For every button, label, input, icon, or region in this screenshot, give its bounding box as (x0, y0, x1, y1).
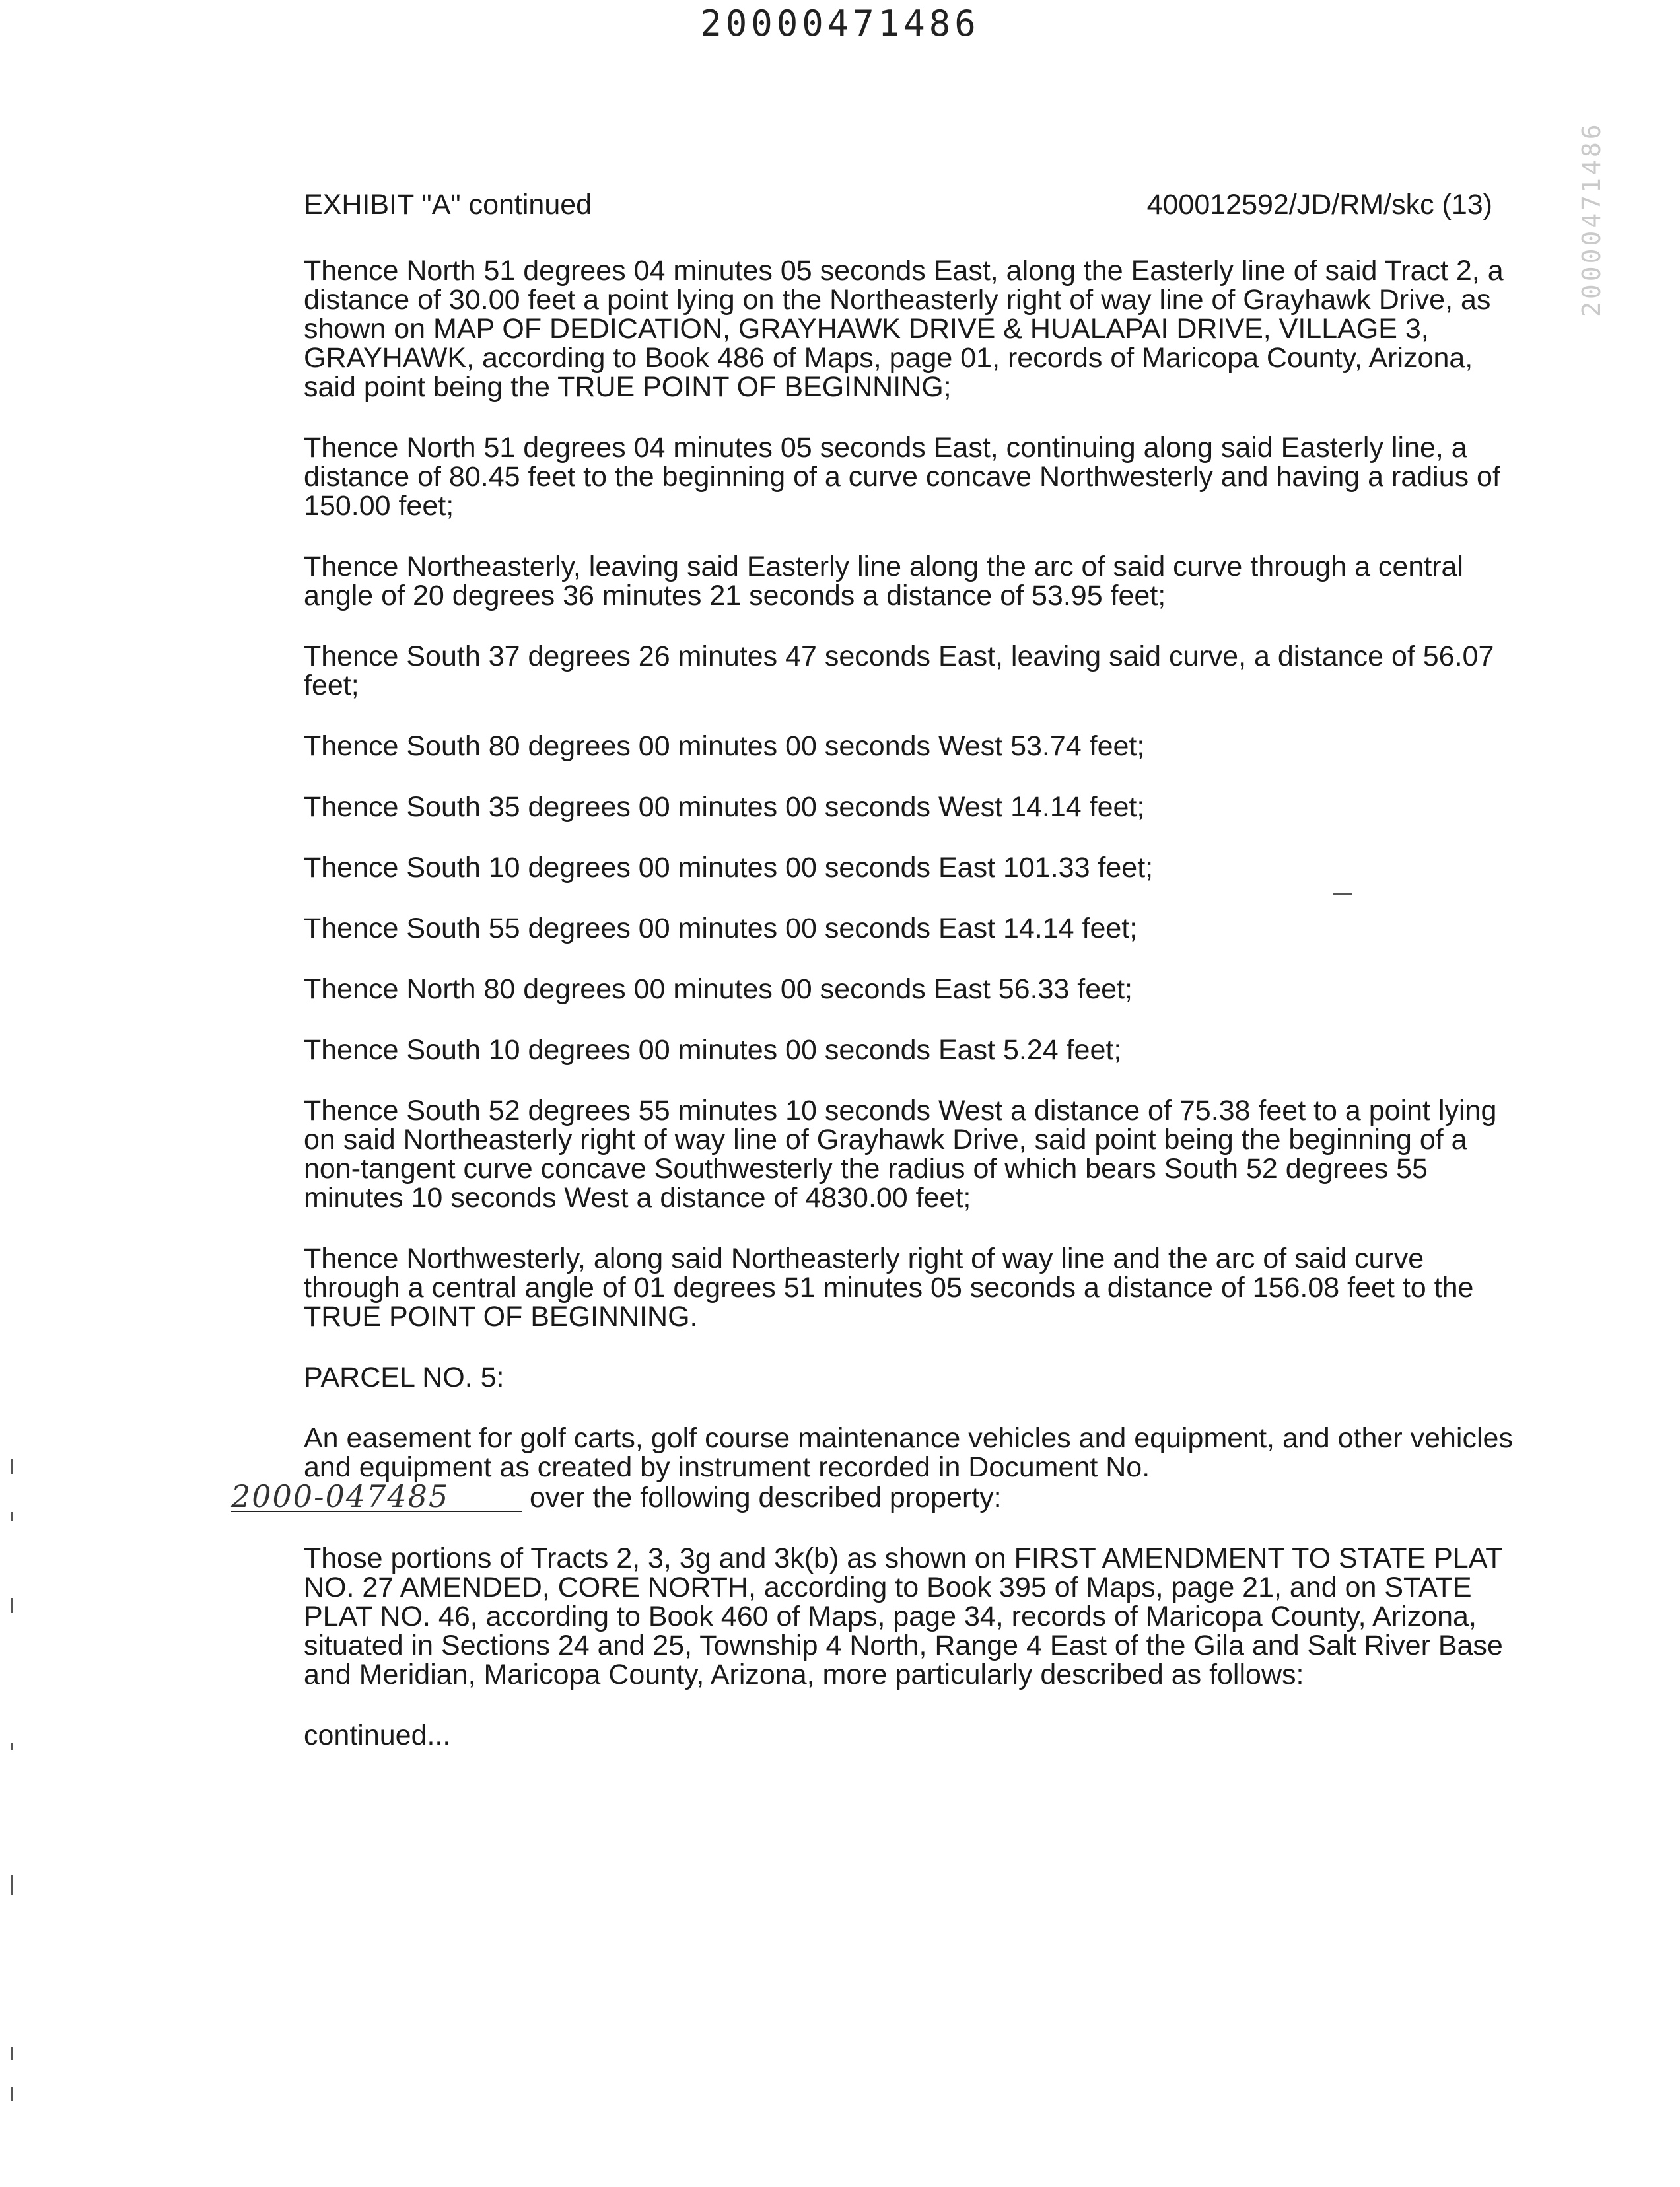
continued-footer: continued... (304, 1719, 451, 1751)
handwritten-document-number: 2000-047485 (231, 1482, 522, 1512)
scan-speck (11, 2047, 13, 2060)
scan-speck (11, 1598, 13, 1613)
tracts-paragraph: Those portions of Tracts 2, 3, 3g and 3k(b) as shown on FIRST AMENDMENT TO STATE PLAT NO. 27 AMENDED, CORE NORTH, according to Book 395 of Maps, page 21, and on STATE PLAT NO. 46, according to Book 460 of Maps, page 34, records of Maricopa County, Arizona, situated in Sections 24 and 25, Township 4 North, Range 4 East of the Gila and Salt River Base and Meridian, Maricopa County, Arizona, more particularly described as follows: (304, 1543, 1503, 1690)
paragraph-12: Thence Northwesterly, along said Northeasterly right of way line and the arc of said curve through a central angle of 01 degrees 51 minutes 05 seconds a distance of 156.08 feet to the TRUE POINT OF BEGINNING. (304, 1243, 1474, 1333)
scan-speck (11, 1459, 13, 1474)
side-stamp-text: 20000471486 (1577, 122, 1606, 317)
parcel-heading: PARCEL NO. 5: (304, 1362, 505, 1393)
paragraph-5: Thence South 80 degrees 00 minutes 00 seconds West 53.74 feet; (304, 730, 1145, 762)
paragraph-7: Thence South 10 degrees 00 minutes 00 seconds East 101.33 feet; (304, 852, 1154, 884)
paragraph-9: Thence North 80 degrees 00 minutes 00 seconds East 56.33 feet; (304, 973, 1133, 1005)
paragraph-6: Thence South 35 degrees 00 minutes 00 seconds West 14.14 feet; (304, 791, 1145, 823)
easement-paragraph (231, 1422, 1525, 1514)
paragraph-4: Thence South 37 degrees 26 minutes 47 seconds East, leaving said curve, a distance of 56.07 feet; (304, 641, 1494, 701)
easement-text-after: over the following described property: (529, 1482, 1002, 1513)
paragraph-2: Thence North 51 degrees 04 minutes 05 seconds East, continuing along said Easterly line, a distance of 80.45 feet to the beginning of a curve concave Northwesterly and having a radius of 150.00 feet; (304, 432, 1500, 522)
easement-text: An easement for golf carts, golf course maintenance vehicles and equipment, and other vehicles and equipment as created by instrument recorded in Document No. (304, 1422, 1513, 1483)
paragraph-10: Thence South 10 degrees 00 minutes 00 seconds East 5.24 feet; (304, 1034, 1122, 1066)
scan-speck (11, 2087, 13, 2101)
file-reference: 400012592/JD/RM/skc (13) (1146, 189, 1492, 221)
scan-speck (11, 1512, 13, 1521)
paragraph-3: Thence Northeasterly, leaving said Easterly line along the arc of said curve through a central angle of 20 degrees 36 minutes 21 seconds a distance of 53.95 feet; (304, 551, 1463, 611)
recording-number: 20000471486 (700, 3, 980, 44)
scan-speck (1333, 893, 1352, 895)
side-stamp (1570, 99, 1630, 330)
paragraph-8: Thence South 55 degrees 00 minutes 00 seconds East 14.14 feet; (304, 913, 1138, 944)
legal-description (231, 255, 1525, 1782)
scan-speck (11, 1875, 13, 1895)
paragraph-11: Thence South 52 degrees 55 minutes 10 seconds West a distance of 75.38 feet to a point lying on said Northeasterly right of way line of Grayhawk Drive, said point being the beginning of a non-tangent curve concave Southwesterly the radius of which bears South 52 degrees 55 minutes 10 seconds West a distance of 4830.00 feet; (304, 1095, 1497, 1214)
exhibit-title: EXHIBIT "A" continued (304, 189, 592, 221)
paragraph-1: Thence North 51 degrees 04 minutes 05 seconds East, along the Easterly line of said Tract 2, a distance of 30.00 feet a point lying on the Northeasterly right of way line of Grayhawk Drive, as shown on MAP OF DEDICATION, GRAYHAWK DRIVE & HUALAPAI DRIVE, VILLAGE 3, GRAYHAWK, according to Book 486 of Maps, page 01, records of Maricopa County, Arizona, said point being the TRUE POINT OF BEGINNING; (304, 255, 1504, 403)
scan-speck (11, 1743, 13, 1750)
